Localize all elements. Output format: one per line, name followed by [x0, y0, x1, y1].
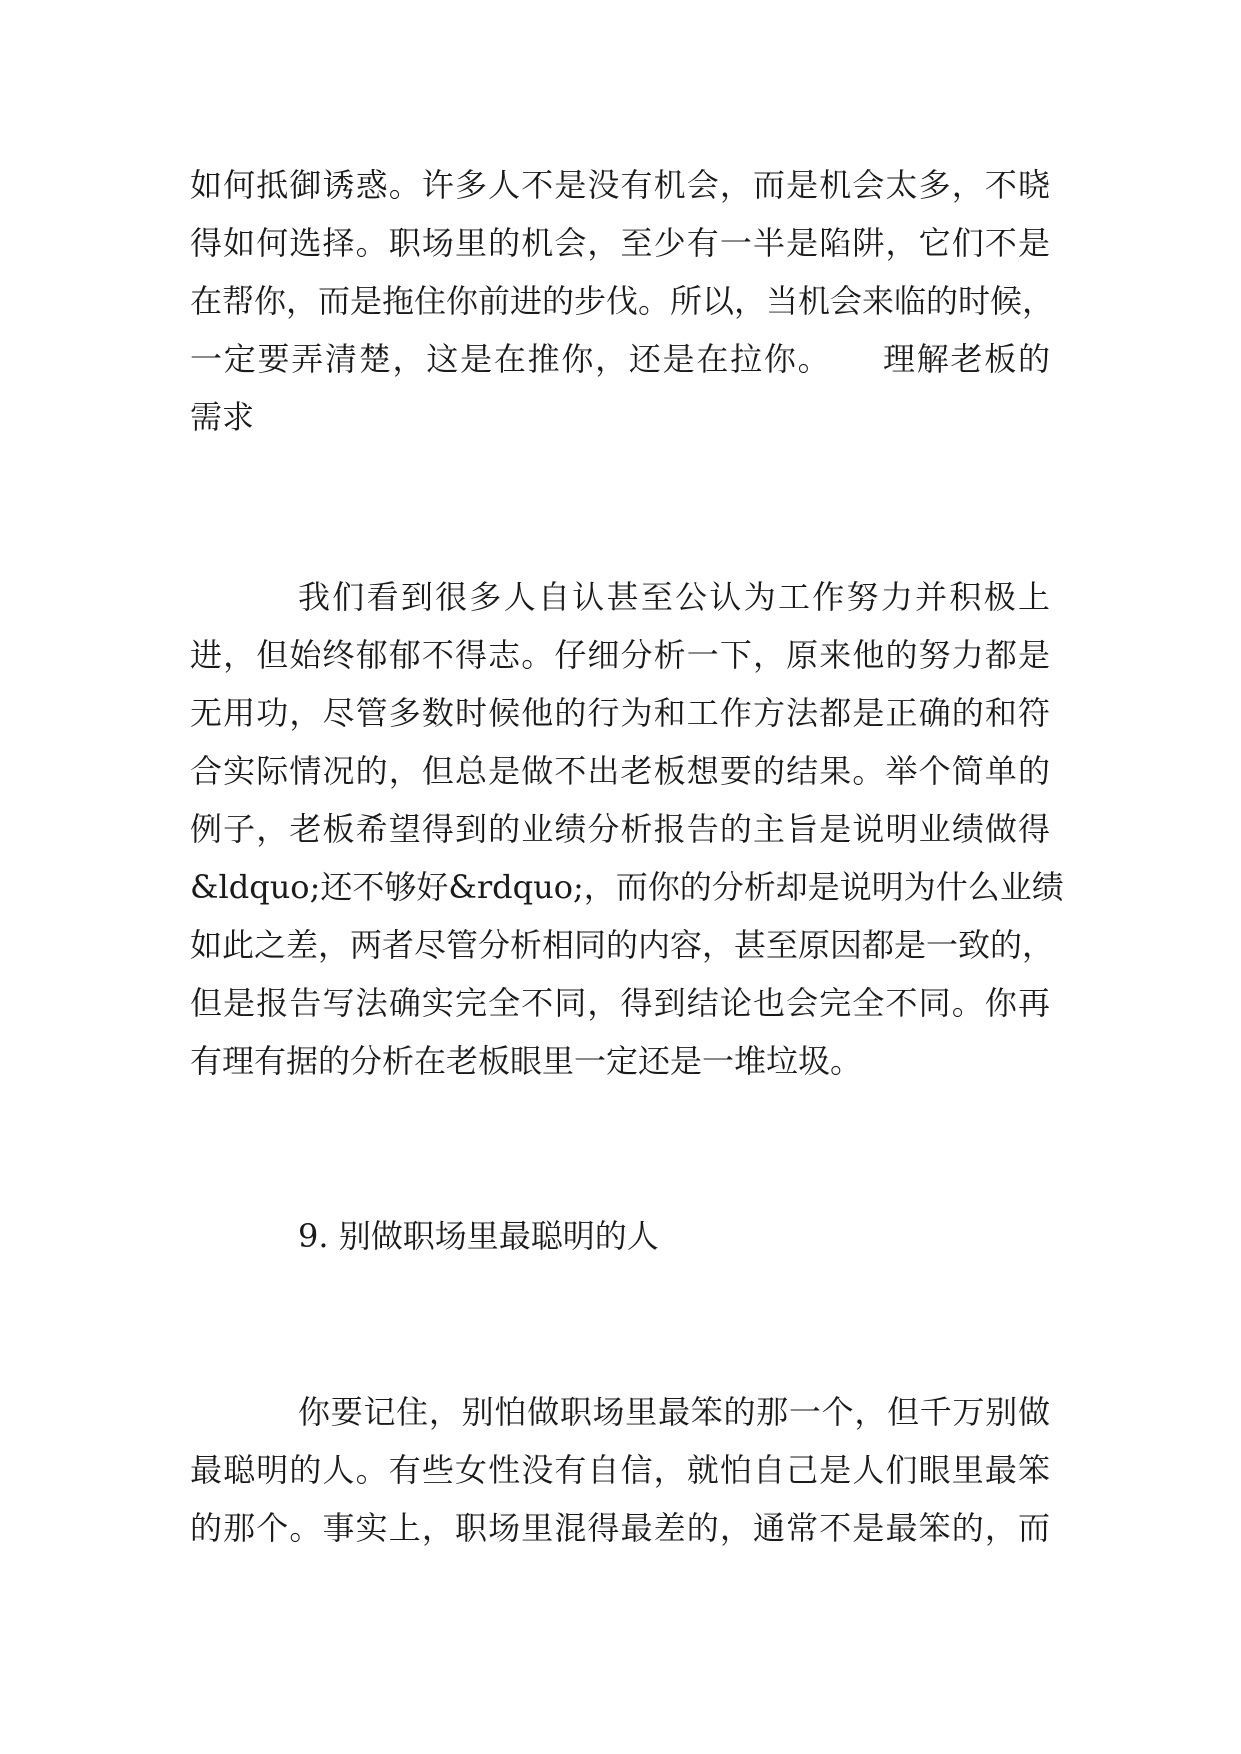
- paragraph-2-line-3: 无用功，尽管多数时候他的行为和工作方法都是正确的和符: [190, 694, 1050, 732]
- paragraph-1-line-1: 如何抵御诱惑。许多人不是没有机会，而是机会太多，不晓: [190, 166, 1050, 204]
- paragraph-2-line-9: 有理有据的分析在老板眼里一定还是一堆垃圾。: [190, 1042, 863, 1080]
- paragraph-1-line-5: 需求: [190, 398, 255, 436]
- paragraph-2-line-2: 进，但始终郁郁不得志。仔细分析一下，原来他的努力都是: [190, 636, 1050, 674]
- paragraph-3-line-3: 的那个。事实上，职场里混得最差的，通常不是最笨的，而: [190, 1509, 1050, 1547]
- paragraph-1-line-2: 得如何选择。职场里的机会，至少有一半是陷阱，它们不是: [190, 224, 1050, 262]
- paragraph-3-line-1: 你要记住，别怕做职场里最笨的那一个，但千万别做: [298, 1393, 1050, 1431]
- paragraph-2-line-1: 我们看到很多人自认甚至公认为工作努力并积极上: [298, 578, 1050, 616]
- paragraph-2-line-8: 但是报告写法确实完全不同，得到结论也会完全不同。你再: [190, 984, 1050, 1022]
- paragraph-1-line-4: 一定要弄清楚，这是在推你，还是在拉你。 理解老板的: [190, 340, 1050, 378]
- paragraph-2-line-4: 合实际情况的，但总是做不出老板想要的结果。举个简单的: [190, 752, 1050, 790]
- paragraph-2-line-7: 如此之差，两者尽管分析相同的内容，甚至原因都是一致的，: [190, 926, 1055, 964]
- paragraph-2-line-6: &ldquo;还不够好&rdquo;，而你的分析却是说明为什么业绩: [190, 868, 1064, 906]
- section-heading: 9. 别做职场里最聪明的人: [298, 1217, 659, 1255]
- paragraph-2-line-5: 例子，老板希望得到的业绩分析报告的主旨是说明业绩做得: [190, 810, 1050, 848]
- paragraph-3-line-2: 最聪明的人。有些女性没有自信，就怕自己是人们眼里最笨: [190, 1451, 1050, 1489]
- paragraph-1-line-3: 在帮你，而是拖住你前进的步伐。所以，当机会来临的时候，: [190, 282, 1055, 320]
